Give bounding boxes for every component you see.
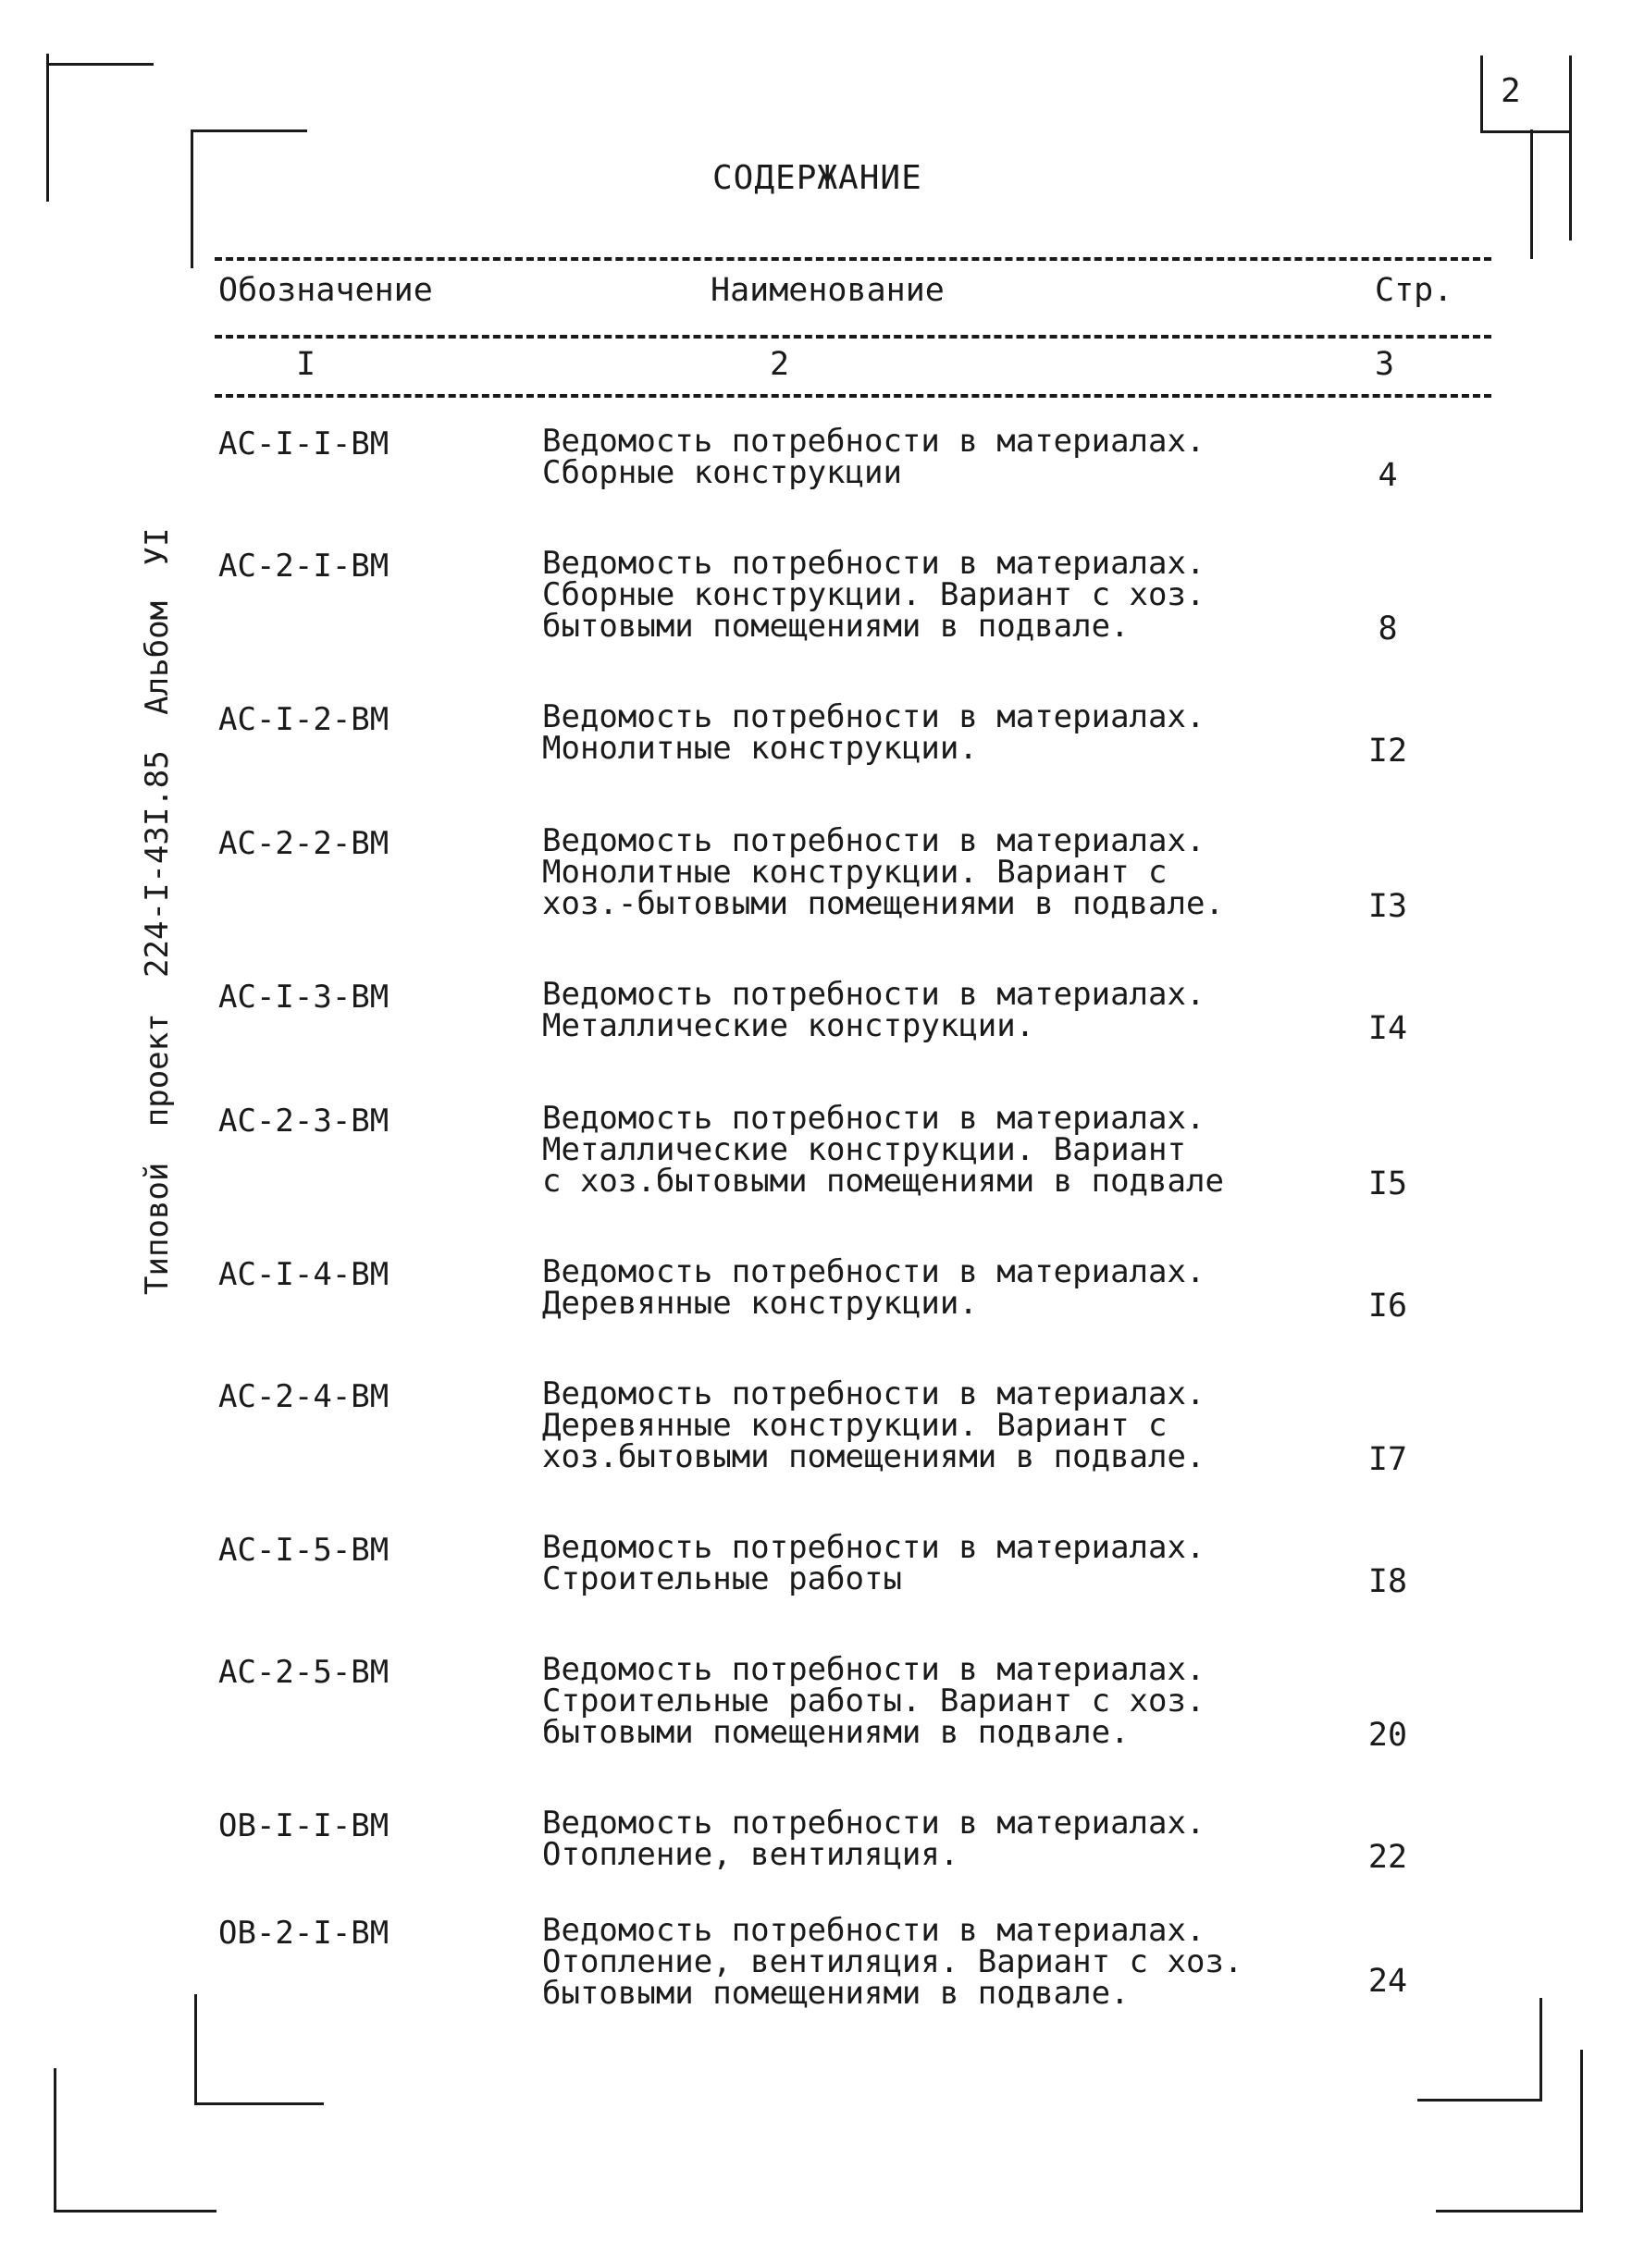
header-separator-middle: [215, 335, 1491, 339]
row-code: АС-2-4-ВМ: [218, 1378, 389, 1415]
row-code: АС-I-I-ВМ: [218, 425, 389, 462]
row-name: Ведомость потребности в материалах. Деревянные конструкции.: [542, 1253, 1205, 1322]
row-code: ОВ-I-I-ВМ: [218, 1807, 389, 1844]
row-page: 20: [1367, 1717, 1408, 1754]
frame-mark: [46, 63, 154, 66]
row-name: Ведомость потребности в материалах. Монолитные конструкции.: [542, 698, 1205, 767]
header-separator-bottom: [215, 394, 1491, 398]
frame-mark: [54, 2068, 56, 2213]
row-page: 8: [1378, 610, 1398, 647]
frame-mark: [1569, 55, 1572, 240]
column-header-designation: Обозначение: [218, 272, 433, 309]
frame-mark: [46, 54, 49, 202]
row-name: Ведомость потребности в материалах. Металлические конструкции. Вариант с хоз.бытовыми помещениями в подвале: [542, 1100, 1224, 1200]
column-header-page: Стр.: [1375, 272, 1453, 309]
row-name: Ведомость потребности в материалах. Металлические конструкции.: [542, 976, 1205, 1044]
row-name: Ведомость потребности в материалах. Сборные конструкции. Вариант с хоз. бытовыми помещениями в подвале.: [542, 545, 1205, 645]
page-number: 2: [1501, 72, 1521, 110]
row-name: Ведомость потребности в материалах. Сборные конструкции: [542, 423, 1205, 491]
column-number-designation: I: [296, 346, 316, 383]
row-code: АС-I-2-ВМ: [218, 701, 389, 738]
column-header-name: Наименование: [711, 272, 945, 309]
frame-mark: [1530, 129, 1533, 259]
row-code: АС-I-4-ВМ: [218, 1256, 389, 1293]
frame-mark: [191, 129, 193, 268]
row-page: I5: [1367, 1165, 1408, 1202]
row-page: 24: [1367, 1963, 1408, 2000]
side-stamp-album: Альбом УI: [139, 527, 176, 715]
row-page: 22: [1367, 1839, 1408, 1876]
row-code: АС-2-3-ВМ: [218, 1103, 389, 1140]
row-code: АС-2-I-ВМ: [218, 548, 389, 585]
row-page: I2: [1367, 733, 1408, 770]
row-name: Ведомость потребности в материалах. Монолитные конструкции. Вариант с хоз.-бытовыми помещениями в подвале.: [542, 822, 1224, 922]
row-code: ОВ-2-I-ВМ: [218, 1915, 389, 1952]
row-name: Ведомость потребности в материалах. Отопление, вентиляция. Вариант с хоз. бытовыми помещениями в подвале.: [542, 1912, 1243, 2012]
column-number-page: 3: [1375, 346, 1395, 383]
frame-mark: [1417, 2099, 1541, 2102]
row-code: АС-I-5-ВМ: [218, 1532, 389, 1569]
column-number-name: 2: [770, 346, 790, 383]
frame-mark: [1580, 2050, 1583, 2213]
row-page: I6: [1367, 1288, 1408, 1325]
side-stamp: [139, 528, 176, 1295]
row-name: Ведомость потребности в материалах. Строительные работы: [542, 1529, 1205, 1597]
row-page: 4: [1378, 457, 1398, 494]
header-separator-top: [215, 257, 1491, 261]
page-title: СОДЕРЖАНИЕ: [712, 159, 922, 197]
row-name: Ведомость потребности в материалах. Отопление, вентиляция.: [542, 1805, 1205, 1873]
row-code: АС-I-3-ВМ: [218, 979, 389, 1016]
row-name: Ведомость потребности в материалах. Строительные работы. Вариант с хоз. бытовыми помещениями в подвале.: [542, 1651, 1205, 1751]
frame-mark: [1539, 1998, 1542, 2102]
page-number-box: [1480, 55, 1569, 133]
side-stamp-code: 224-I-43I.85: [139, 750, 176, 978]
row-page: I4: [1367, 1010, 1408, 1047]
row-page: I3: [1367, 888, 1408, 925]
side-stamp-project: Типовой проект: [139, 1013, 176, 1295]
frame-mark: [1436, 2210, 1582, 2213]
frame-mark: [194, 1994, 197, 2105]
frame-mark: [194, 2102, 324, 2105]
row-code: АС-2-5-ВМ: [218, 1654, 389, 1691]
row-page: I7: [1367, 1441, 1408, 1478]
row-page: I8: [1367, 1563, 1408, 1600]
row-name: Ведомость потребности в материалах. Деревянные конструкции. Вариант с хоз.бытовыми помещениями в подвале.: [542, 1375, 1205, 1475]
row-code: АС-2-2-ВМ: [218, 825, 389, 862]
frame-mark: [54, 2210, 216, 2213]
frame-mark: [191, 129, 307, 132]
